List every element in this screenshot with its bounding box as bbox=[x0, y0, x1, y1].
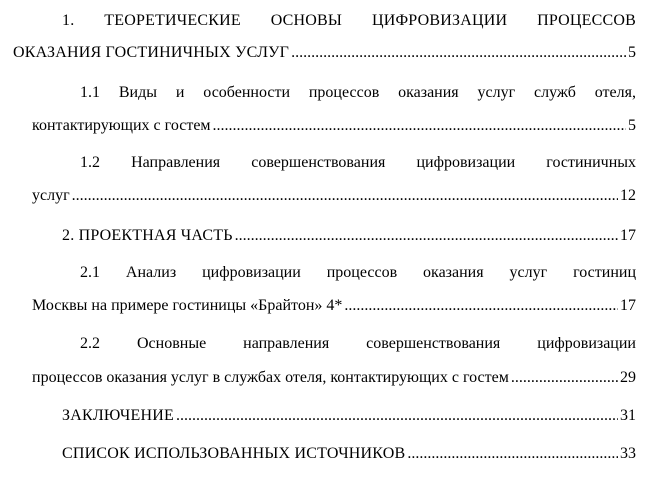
toc-entry-2[interactable] bbox=[62, 225, 636, 247]
toc-entry-2-page: 17 bbox=[620, 227, 636, 244]
toc-entry-1-1-leader[interactable] bbox=[32, 115, 636, 137]
dot-leader bbox=[407, 443, 618, 465]
dot-leader bbox=[176, 405, 618, 427]
toc-entry-1-2-title-cont: услуг bbox=[32, 187, 70, 204]
toc-entry-2-1-leader[interactable] bbox=[32, 295, 636, 317]
toc-entry-2-2-title[interactable]: 2.2 Основные направления совершенствования цифровизации bbox=[80, 335, 636, 352]
dot-leader bbox=[72, 185, 618, 207]
dot-leader bbox=[511, 367, 618, 389]
toc-entry-conclusion[interactable] bbox=[62, 405, 636, 427]
toc-entry-2-2-page: 29 bbox=[620, 369, 636, 386]
toc-entry-1-title-cont: ОКАЗАНИЯ ГОСТИНИЧНЫХ УСЛУГ bbox=[13, 44, 290, 61]
dot-leader bbox=[291, 42, 626, 64]
dot-leader bbox=[235, 225, 618, 247]
toc-entry-1-title[interactable]: 1. ТЕОРЕТИЧЕСКИЕ ОСНОВЫ ЦИФРОВИЗАЦИИ ПРОЦЕССОВ bbox=[62, 12, 636, 29]
toc-entry-2-2-title-cont: процессов оказания услуг в службах отеля, контактирующих с гостем bbox=[32, 369, 509, 386]
toc-entry-1-2-title[interactable]: 1.2 Направления совершенствования цифровизации гостиничных bbox=[80, 154, 636, 171]
toc-entry-references-page: 33 bbox=[620, 445, 636, 462]
toc-entry-2-title: 2. ПРОЕКТНАЯ ЧАСТЬ bbox=[62, 227, 233, 244]
toc-entry-1-1-title-cont: контактирующих с гостем bbox=[32, 117, 211, 134]
toc-entry-1-1-title[interactable]: 1.1 Виды и особенности процессов оказания услуг служб отеля, bbox=[80, 84, 636, 101]
dot-leader bbox=[213, 115, 626, 137]
toc-entry-1-1-page: 5 bbox=[628, 117, 636, 134]
toc-entry-2-1-title[interactable]: 2.1 Анализ цифровизации процессов оказания услуг гостиниц bbox=[80, 264, 636, 281]
toc-entry-1-page: 5 bbox=[628, 44, 636, 61]
dot-leader bbox=[344, 295, 618, 317]
toc-entry-1-2-leader[interactable] bbox=[32, 185, 636, 207]
toc-entry-2-2-leader[interactable] bbox=[32, 367, 636, 389]
toc-entry-references[interactable] bbox=[62, 443, 636, 465]
toc-entry-2-1-title-cont: Москвы на примере гостиницы «Брайтон» 4* bbox=[32, 297, 343, 314]
toc-entry-references-title: СПИСОК ИСПОЛЬЗОВАННЫХ ИСТОЧНИКОВ bbox=[62, 445, 406, 462]
toc-entry-1-2-page: 12 bbox=[620, 187, 636, 204]
toc-entry-1-leader[interactable] bbox=[13, 42, 636, 64]
toc-entry-conclusion-page: 31 bbox=[620, 407, 636, 424]
toc-entry-conclusion-title: ЗАКЛЮЧЕНИЕ bbox=[62, 407, 174, 424]
toc-entry-2-1-page: 17 bbox=[620, 297, 636, 314]
